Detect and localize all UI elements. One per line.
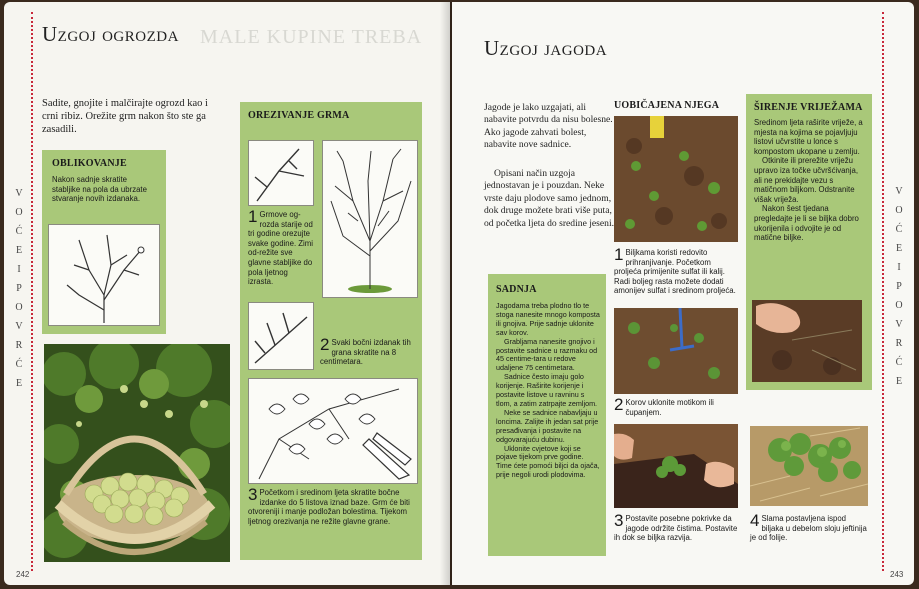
- sirenje-box: [746, 94, 872, 390]
- page-number-right: 243: [890, 570, 904, 579]
- step1-detail-illustration: [248, 140, 314, 206]
- right-page: [452, 2, 914, 585]
- mature-bush-illustration: [322, 140, 418, 298]
- straw-mulch-photo: [750, 426, 868, 506]
- sadnja-heading: SADNJA: [496, 284, 537, 295]
- step3-text: 3 Početkom i sredinom ljeta skratite bočne izdanke do 5 listova iznad baze. Grm će biti otvoreniji i manje podložan bolestima. Tijekom ljetnog orezivanja ne režite glavne grane.: [248, 485, 410, 526]
- gooseberry-basket-photo: [44, 344, 230, 562]
- right-margin-dotted-rule: [882, 12, 884, 571]
- summer-pruning-illustration: [248, 378, 418, 484]
- njega-step1-text: 1 Biljkama koristi redovito prihranjivanje. Početkom proljeća primijenite sulfat ili kalij. Radi boljeg rasta možete dodati amonijev sulfat i sredinom proljeća.: [614, 245, 736, 296]
- left-page: [4, 2, 450, 585]
- left-side-label: V O Ć E I P O V R Ć E: [15, 188, 23, 389]
- sirenje-text: Sredinom ljeta raširite vriježe, a mjesta na kojima se pojavljuju listovi učvrstite u lonce s kompostom ukopane u zemlju. Otkinite ili prerežite vriježu upravo iza točke učvršćivanja, ali ne prekidajte vezu s matičnom biljkom. Odstranite višak vriježa. Nakon šest tjedana pregledajte je li se biljka dobro ukorijenila i odvojite je od matične biljke.: [754, 118, 863, 243]
- right-side-label: V O Ć E I P O V R Ć E: [895, 186, 903, 387]
- step2-side-shoot-illustration: [248, 302, 314, 370]
- oblikovanje-heading: OBLIKOVANJE: [52, 158, 127, 169]
- orezivanje-box: [240, 102, 422, 560]
- weeding-photo: [614, 308, 738, 394]
- intro-paragraph-1: Jagode je lako uzgajati, ali nabavite potvrdu da nisu bolesne. Ako jagode zahvati bolest, nabavite nove sadnice.: [484, 102, 613, 151]
- sirenje-heading: ŠIRENJE VRIJEŽAMA: [754, 102, 863, 113]
- step1-text: 1 Grmove og-rozda starije od tri godine orezujte svake godine. Zimi od-režite sve glavne stabljike do pola ljetnog izrasta.: [248, 207, 314, 287]
- oblikovanje-box: [42, 150, 166, 334]
- njega-step3-text: 3 Postavite posebne pokrivke da jagode održite čistima. Postavite ih dok se biljka razvija.: [614, 511, 738, 543]
- soil-feeding-photo: [614, 116, 738, 242]
- mulch-sheet-photo: [614, 424, 738, 508]
- orezivanje-heading: OREZIVANJE GRMA: [248, 110, 350, 121]
- left-margin-dotted-rule: [31, 12, 33, 571]
- njega-step4-text: 4 Slama postavljena ispod biljaka u debelom sloju jeftinija je od folije.: [750, 511, 867, 543]
- step2-text: 2 Svaki bočni izdanak tih grana skratite na 8 centimetara.: [320, 335, 411, 367]
- page-number-left: 242: [16, 570, 30, 579]
- page-title: Uzgoj ogrozda: [42, 22, 179, 46]
- oblikovanje-text: Nakon sadnje skratite stabljike na pola da ubrzate stvaranje novih izdanaka.: [52, 175, 147, 204]
- show-through-ghost-title: MALE KUPINE TREBA: [200, 26, 423, 48]
- njega-heading: UOBIČAJENA NJEGA: [614, 100, 720, 111]
- pruned-bush-illustration: [48, 224, 160, 326]
- njega-step2-text: 2 Korov uklonite motikom ili čupanjem.: [614, 395, 714, 417]
- page-title-right: Uzgoj jagoda: [484, 36, 608, 60]
- sadnja-text: Jagodama treba plodno tlo te stoga nanesite mnogo komposta ili gnojiva. Prije sadnje uklonite sav korov. Grabljama nanesite gnojivo i postavite sadnice u razmaku od 45 centime-tara u redove udaljene 75 centimetara. Sadnice često imaju golo korijenje. Raširite korijenje i postavite listove u ravninu s tlom, a zatim zatrpajte zemljom. Neke se sadnice nabavljaju u loncima. Zalijte ih jedan sat prije presađivanja i postavite na odgovarajuću dubinu. Uklonite cvjetove koji se pojave tijekom prve godine. Time ćete pomoći biljci da ojača, prije negoli urodi plodovima.: [496, 301, 600, 480]
- intro-paragraph-2: Opisani način uzgoja jednostavan je i pouzdan. Neke vrste daju plodove samo jednom, dok druge možete brati više puta, od početka ljeta do sredine jeseni.: [484, 168, 615, 229]
- runner-pinning-photo: [752, 300, 862, 382]
- sadnja-box: [488, 274, 606, 556]
- intro-text: Sadite, gnojite i malčirajte ogrozd kao i crni ribiz. Orežite grm nakon što ste ga zasadili.: [42, 98, 208, 135]
